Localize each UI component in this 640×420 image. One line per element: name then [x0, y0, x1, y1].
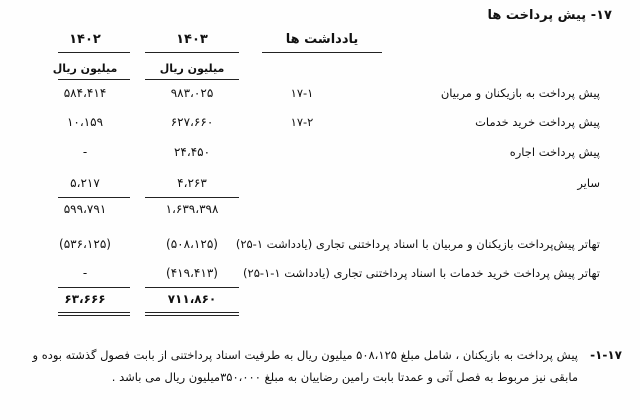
- total-rule-1402: [58, 287, 130, 288]
- row-value-1403: ۲۴،۴۵۰: [173, 145, 211, 159]
- row-value-1403: ۶۲۷،۶۶۰: [170, 115, 214, 129]
- header-rule-1402: [58, 52, 130, 53]
- footnote-line-2: مابقی نیز مربوط به فصل آتی و عمدتا بابت رامین رضاییان به مبلغ ۳۵۰،۰۰۰میلیون ریال می باشد .: [111, 370, 578, 384]
- unit-rule-1402: [58, 79, 130, 80]
- column-header-1402: ۱۴۰۲: [69, 32, 101, 47]
- subtotal-value-1403: ۱،۶۳۹،۳۹۸: [165, 202, 219, 216]
- footnote-line-1: پیش پرداخت به بازیکنان ، شامل مبلغ ۵۰۸،۱۲۵ میلیون ریال به طرفیت اسناد پرداختنی از بابت فصول گذشته بوده و: [32, 348, 578, 362]
- row-value-1402: ۵۸۴،۴۱۴: [63, 86, 107, 100]
- row-desc: سایر: [577, 176, 600, 190]
- row-value-1402: ۵،۲۱۷: [70, 176, 100, 190]
- double-rule-1402-a: [58, 312, 130, 313]
- offset-desc: تهاتر پیش پرداخت خرید خدمات با اسناد پرداختنی تجاری (یادداشت ۱-۱-۲۵): [243, 266, 600, 280]
- row-value-1402: -: [82, 145, 88, 159]
- section-number: ۱۷-: [590, 8, 612, 23]
- row-value-1403: ۹۸۳،۰۲۵: [170, 86, 214, 100]
- double-rule-1403-a: [145, 312, 239, 313]
- row-value-1403: ۴،۲۶۳: [177, 176, 207, 190]
- section-heading: [487, 8, 612, 23]
- header-rule-1403: [145, 52, 239, 53]
- row-desc: پیش پرداخت به بازیکنان و مربیان: [440, 86, 600, 100]
- offset-value-1403: (۴۱۹،۴۱۳): [166, 266, 218, 280]
- subtotal-value-1402: ۵۹۹،۷۹۱: [63, 202, 107, 216]
- total-value-1403: ۷۱۱،۸۶۰: [167, 292, 217, 306]
- row-note: ۱۷-۲: [290, 115, 314, 129]
- total-rule-1403: [145, 287, 239, 288]
- unit-rule-1403: [145, 79, 239, 80]
- total-value-1402: ۶۳،۶۶۶: [64, 292, 106, 306]
- subtotal-rule-1403: [145, 197, 239, 198]
- footnote-number: ۱-۱۷-: [590, 348, 622, 362]
- double-rule-1403-b: [145, 315, 239, 316]
- row-desc: پیش پرداخت اجاره: [509, 145, 600, 159]
- row-value-1402: ۱۰،۱۵۹: [66, 115, 104, 129]
- offset-desc: تهاتر پیش‌پرداخت بازیکنان و مربیان با اسناد پرداختنی تجاری (یادداشت ۱-۲۵): [235, 237, 600, 251]
- unit-1402: میلیون ریال: [52, 62, 118, 75]
- header-rule-notes: [262, 52, 382, 53]
- double-rule-1402-b: [58, 315, 130, 316]
- section-title: پیش پرداخت ها: [487, 8, 587, 23]
- unit-1403: میلیون ریال: [159, 62, 225, 75]
- row-desc: پیش پرداخت خرید خدمات: [475, 115, 600, 129]
- offset-value-1402: (۵۳۶،۱۲۵): [59, 237, 111, 251]
- row-note: ۱۷-۱: [290, 86, 314, 100]
- subtotal-rule-1402: [58, 197, 130, 198]
- column-header-notes: یادداشت ها: [285, 32, 359, 47]
- offset-value-1403: (۵۰۸،۱۲۵): [166, 237, 218, 251]
- offset-value-1402: -: [82, 266, 88, 280]
- column-header-1403: ۱۴۰۳: [176, 32, 208, 47]
